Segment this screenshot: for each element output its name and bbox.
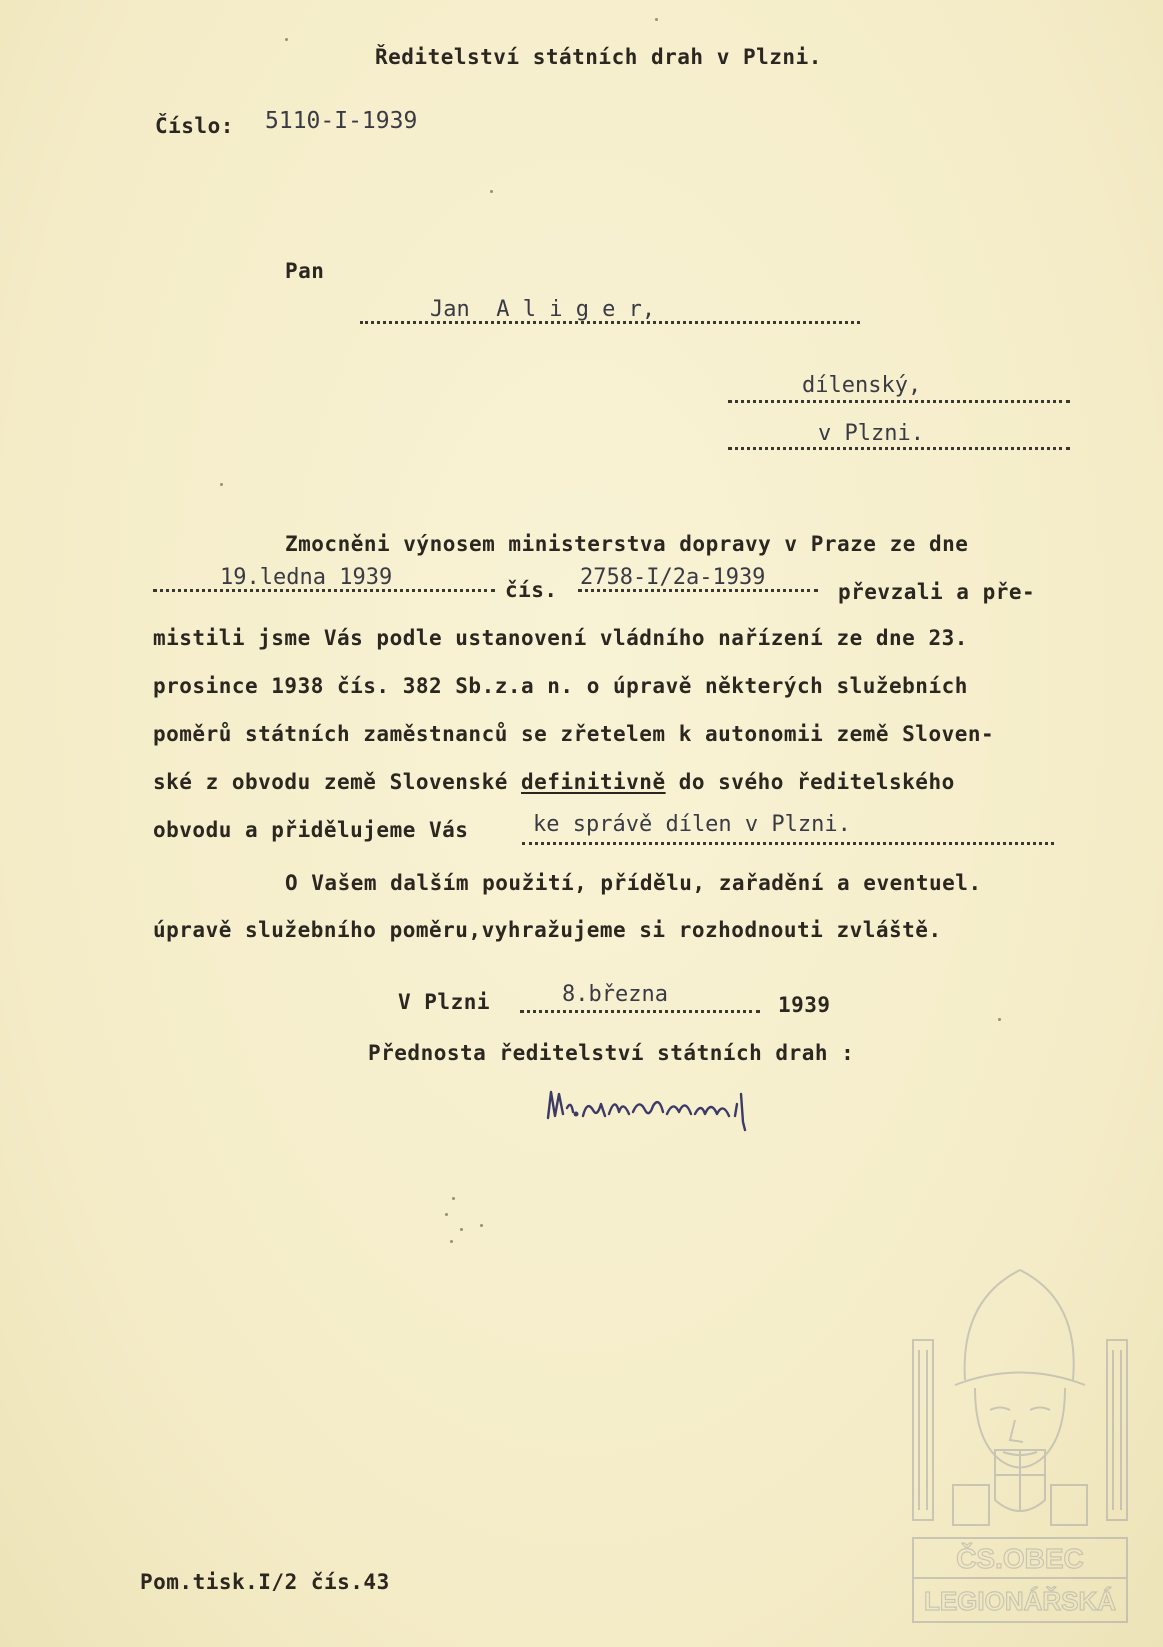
- place-dotted-line: [728, 447, 1070, 450]
- body-line-8: O Vašem dalším použití, přídělu, zařadění a eventuel.: [285, 871, 982, 895]
- paper-speck: [490, 190, 493, 193]
- body-line-2-end: převzali a pře-: [838, 580, 1036, 604]
- paper-speck: [285, 38, 288, 41]
- closing-year: 1939: [778, 993, 831, 1017]
- body-line-7: obvodu a přidělujeme Vás: [153, 818, 469, 842]
- number-label: Číslo:: [155, 114, 234, 138]
- paper-speck: [655, 18, 658, 21]
- paper-speck: [480, 1224, 483, 1227]
- closing-date: 8.března: [562, 982, 668, 1007]
- body-line-1: Zmocněni výnosem ministerstva dopravy v Praze ze dne: [285, 532, 969, 556]
- paper-speck: [460, 1228, 463, 1231]
- body-line-6: [153, 770, 955, 794]
- paper-speck: [450, 1240, 453, 1243]
- date-dotted-line: [520, 1010, 760, 1013]
- addressee-place: v Plzni.: [818, 421, 924, 446]
- paper-speck: [220, 483, 223, 486]
- assignment-dotted-line: [522, 842, 1054, 845]
- body-line-3: mistili jsme Vás podle ustanovení vládního nařízení ze dne 23.: [153, 626, 968, 650]
- watermark-text-line-1: ČS.OBEC: [956, 1543, 1084, 1574]
- signatory-title: Přednosta ředitelství státních drah :: [368, 1041, 855, 1065]
- closing-place: V Plzni: [398, 990, 491, 1014]
- decree-number: 2758-I/2a-1939: [580, 565, 766, 590]
- addressee-position: dílenský,: [802, 373, 922, 398]
- salutation: Pan: [285, 259, 325, 283]
- watermark-text-line-2: LEGIONÁŘSKÁ: [923, 1586, 1117, 1616]
- body-line-5: poměrů státních zaměstnanců se zřetelem k autonomii země Sloven-: [153, 722, 995, 746]
- paper-speck: [445, 1213, 448, 1216]
- paper-speck: [998, 1018, 1001, 1021]
- decree-date: 19.ledna 1939: [220, 565, 393, 590]
- handwritten-signature: [545, 1078, 785, 1138]
- position-dotted-line: [728, 400, 1070, 403]
- body-line-4: prosince 1938 čís. 382 Sb.z.a n. o úpravě některých služebních: [153, 674, 968, 698]
- cis-label: čís.: [505, 578, 558, 602]
- institution-header: Ředitelství státních drah v Plzni.: [375, 45, 822, 69]
- paper-speck: [452, 1197, 455, 1200]
- body-line-6-start: ské z obvodu země Slovenské: [153, 770, 522, 794]
- number-value: 5110-I-1939: [265, 108, 418, 134]
- addressee-name: Jan A l i g e r,: [430, 297, 656, 322]
- form-code: Pom.tisk.I/2 čís.43: [140, 1570, 390, 1594]
- assignment: ke správě dílen v Plzni.: [533, 812, 851, 837]
- definitivne-underlined: definitivně: [521, 770, 666, 794]
- legion-watermark-emblem: [905, 1260, 1135, 1630]
- body-line-6-end: do svého ředitelského: [665, 770, 955, 794]
- body-line-9: úpravě služebního poměru,vyhražujeme si rozhodnouti zvláště.: [153, 918, 942, 942]
